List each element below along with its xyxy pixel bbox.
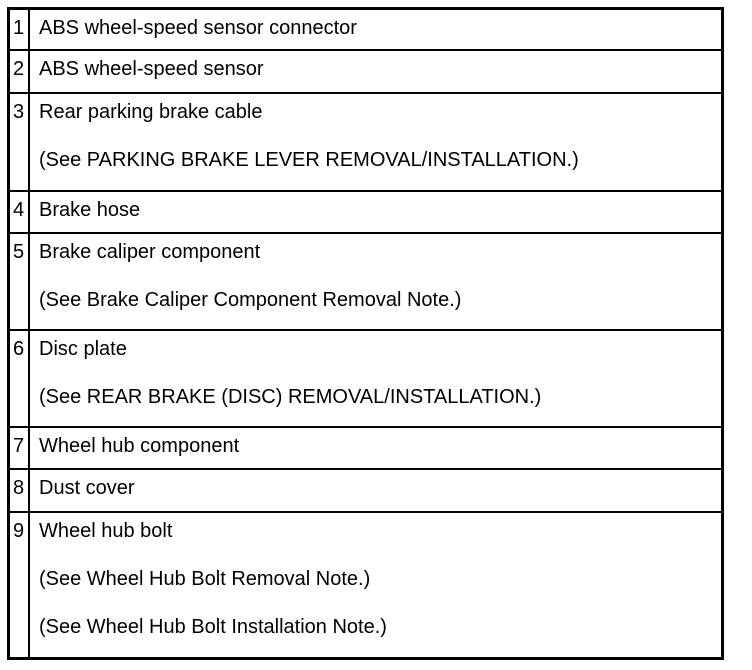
item-number: 6 <box>10 331 30 426</box>
item-description <box>30 513 721 657</box>
item-reference: (See Wheel Hub Bolt Installation Note.) <box>39 616 387 638</box>
table-row <box>10 428 721 470</box>
item-description <box>30 331 721 426</box>
item-name: Dust cover <box>39 477 135 499</box>
item-name: Disc plate <box>39 338 127 360</box>
table-row <box>10 331 721 428</box>
item-description <box>30 94 721 190</box>
item-number: 5 <box>10 234 30 329</box>
table-row <box>10 10 721 51</box>
item-number: 7 <box>10 428 30 468</box>
item-name: Wheel hub bolt <box>39 520 173 542</box>
item-name: ABS wheel-speed sensor connector <box>39 17 357 39</box>
item-description <box>30 428 721 468</box>
item-number: 8 <box>10 470 30 511</box>
table-row <box>10 234 721 331</box>
item-name: ABS wheel-speed sensor <box>39 58 264 80</box>
item-number: 3 <box>10 94 30 190</box>
item-name: Wheel hub component <box>39 435 240 457</box>
item-number: 4 <box>10 192 30 232</box>
item-number: 2 <box>10 51 30 92</box>
table-row <box>10 192 721 234</box>
table-row <box>10 513 721 657</box>
item-reference: (See REAR BRAKE (DISC) REMOVAL/INSTALLATION.) <box>39 386 542 408</box>
item-number: 1 <box>10 10 30 49</box>
item-reference: (See Brake Caliper Component Removal Note.) <box>39 289 462 311</box>
item-description <box>30 192 721 232</box>
table-row <box>10 51 721 94</box>
item-name: Brake hose <box>39 199 141 221</box>
item-number: 9 <box>10 513 30 657</box>
table-row <box>10 470 721 513</box>
item-reference: (See Wheel Hub Bolt Removal Note.) <box>39 568 371 590</box>
item-description <box>30 51 721 92</box>
item-description <box>30 234 721 329</box>
table-row <box>10 94 721 192</box>
item-name: Brake caliper component <box>39 241 261 263</box>
parts-table <box>7 7 724 660</box>
item-name: Rear parking brake cable <box>39 101 263 123</box>
item-description <box>30 470 721 511</box>
item-reference: (See PARKING BRAKE LEVER REMOVAL/INSTALLATION.) <box>39 149 579 171</box>
item-description <box>30 10 721 49</box>
